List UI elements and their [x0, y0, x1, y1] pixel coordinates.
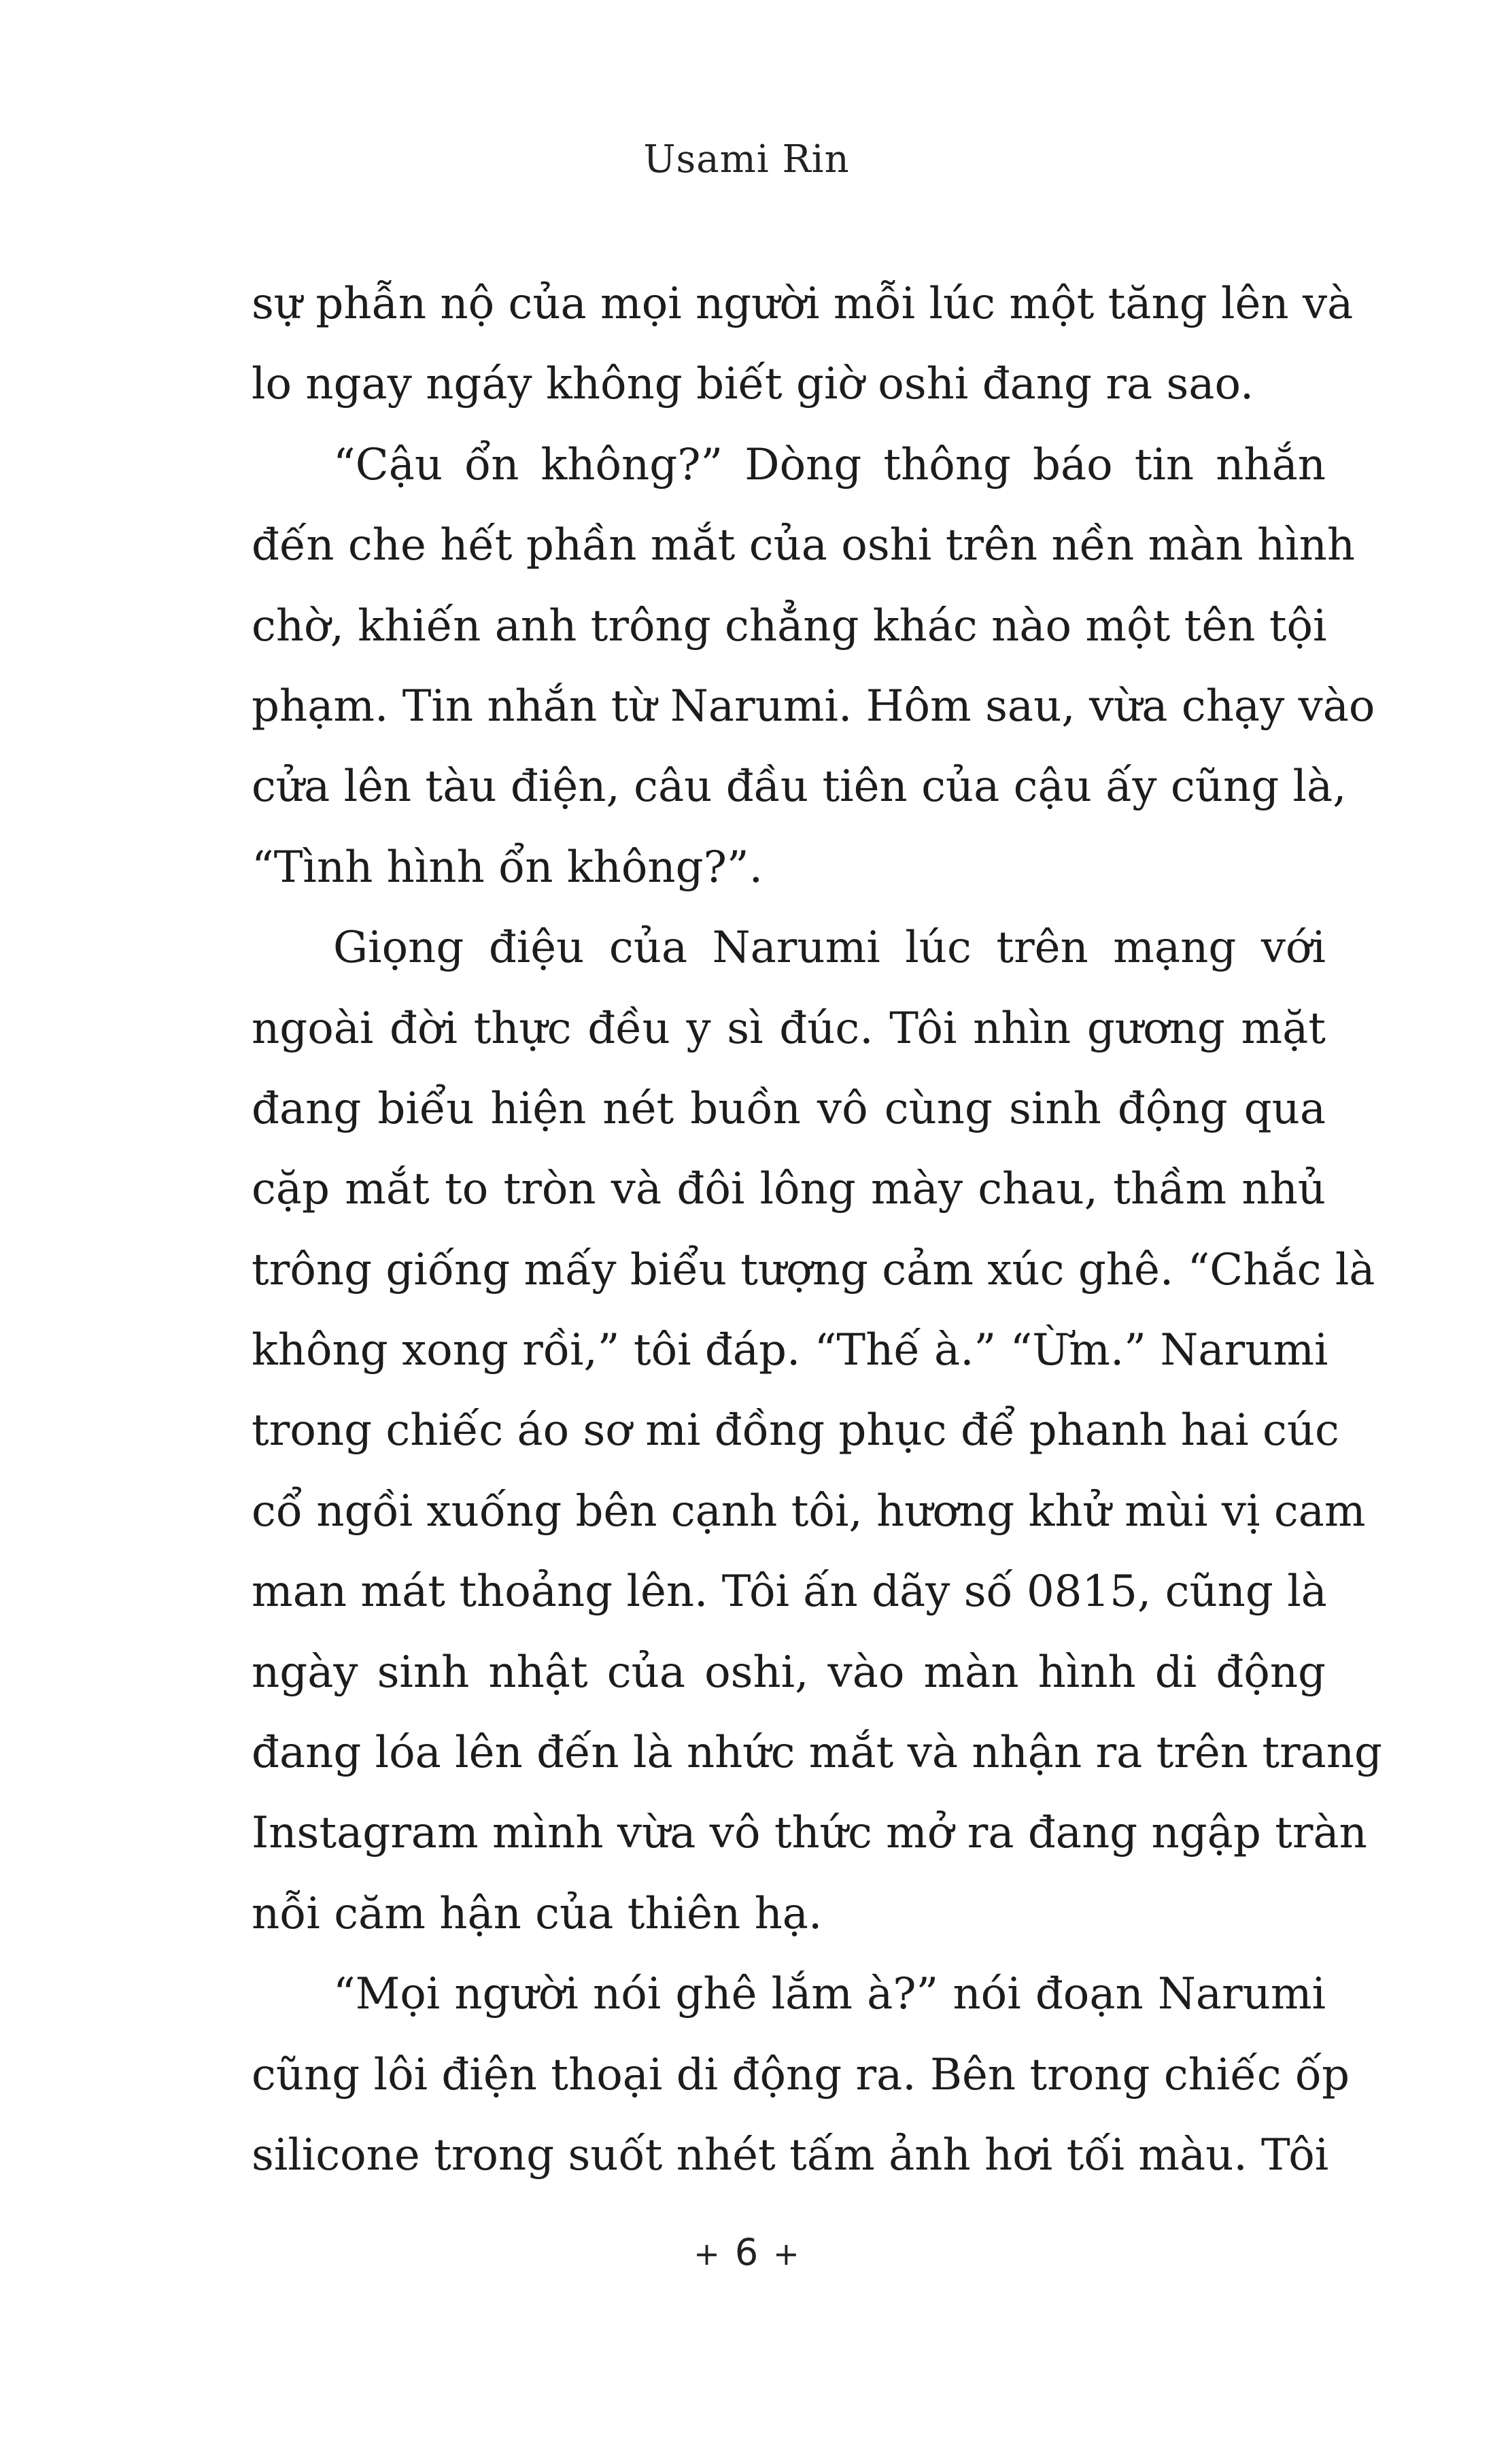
paragraph: [252, 264, 1354, 425]
text-line: “Mọi người nói ghê lắm à?” nói đoạn Narumi: [333, 1969, 1326, 2020]
text-line: trông giống mấy biểu tượng cảm xúc ghê. “Chắc là: [252, 1244, 1375, 1295]
text-line: ngoài đời thực đều y sì đúc. Tôi nhìn gương mặt: [252, 1003, 1326, 1054]
text-line: man mát thoảng lên. Tôi ấn dãy số 0815, cũng là: [252, 1567, 1327, 1618]
text-line: phạm. Tin nhắn từ Narumi. Hôm sau, vừa chạy vào: [252, 681, 1375, 732]
text-line: Instagram mình vừa vô thức mở ra đang ngập tràn: [252, 1808, 1367, 1859]
body-text: [252, 264, 1382, 2195]
text-line: đang biểu hiện nét buồn vô cùng sinh động qua: [252, 1083, 1326, 1134]
text-line: trong chiếc áo sơ mi đồng phục để phanh hai cúc: [252, 1405, 1339, 1456]
text-line: sự phẫn nộ của mọi người mỗi lúc một tăng lên và: [252, 279, 1354, 329]
text-line: cửa lên tàu điện, câu đầu tiên của cậu ấy cũng là,: [252, 762, 1347, 812]
plus-ornament-icon: +: [693, 2236, 720, 2272]
paragraph: [252, 908, 1382, 1954]
text-line: “Cậu ổn không?” Dòng thông báo tin nhắn: [333, 439, 1326, 490]
text-line: nỗi căm hận của thiên hạ.: [252, 1888, 823, 1939]
text-line: “Tình hình ổn không?”.: [252, 842, 763, 893]
plus-ornament-icon: +: [773, 2236, 800, 2272]
paragraph: [252, 1954, 1350, 2195]
text-line: Giọng điệu của Narumi lúc trên mạng với: [333, 923, 1326, 974]
text-line: lo ngay ngáy không biết giờ oshi đang ra sao.: [252, 359, 1254, 410]
text-line: ngày sinh nhật của oshi, vào màn hình di động: [252, 1647, 1326, 1698]
text-line: đến che hết phần mắt của oshi trên nền màn hình: [252, 520, 1356, 571]
text-line: không xong rồi,” tôi đáp. “Thế à.” “Ừm.” Narumi: [252, 1325, 1328, 1376]
page-number: 6: [734, 2231, 759, 2274]
text-line: đang lóa lên đến là nhức mắt và nhận ra trên trang: [252, 1728, 1382, 1779]
text-line: cổ ngồi xuống bên cạnh tôi, hương khử mùi vị cam: [252, 1486, 1366, 1537]
text-line: cặp mắt to tròn và đôi lông mày chau, thầm nhủ: [252, 1164, 1326, 1215]
text-line: chờ, khiến anh trông chẳng khác nào một tên tội: [252, 600, 1327, 651]
paragraph: [252, 425, 1375, 908]
running-header-author: Usami Rin: [643, 137, 850, 182]
text-line: cũng lôi điện thoại di động ra. Bên trong chiếc ốp: [252, 2049, 1350, 2100]
page-footer: [0, 2229, 1493, 2278]
text-line: silicone trong suốt nhét tấm ảnh hơi tối màu. Tôi: [252, 2129, 1329, 2180]
